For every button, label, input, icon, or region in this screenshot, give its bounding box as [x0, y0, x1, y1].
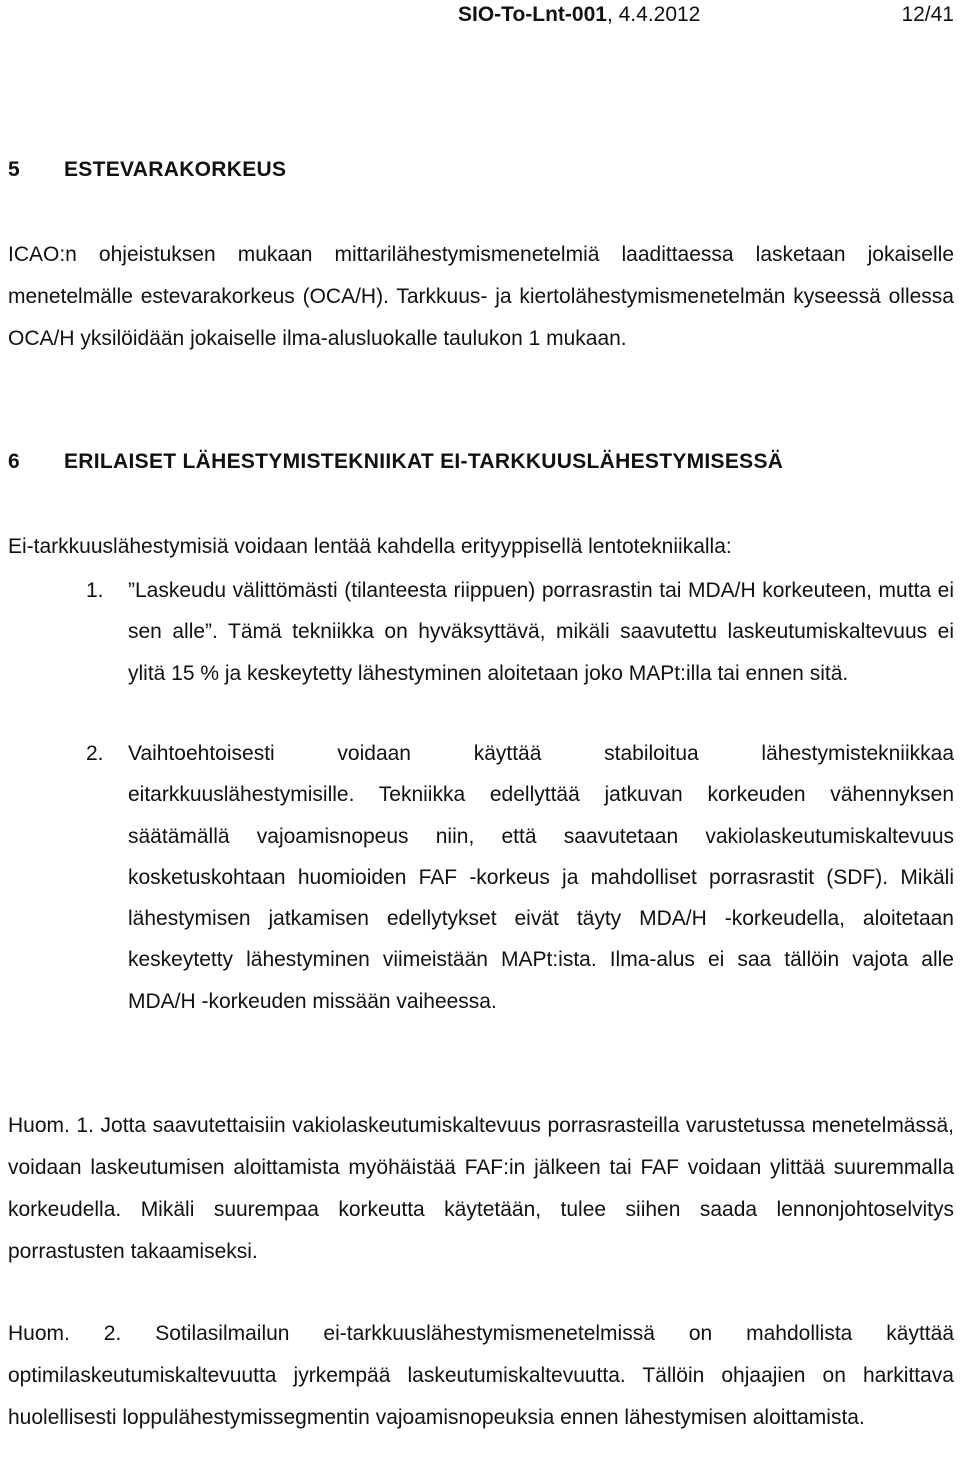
section-6-number: 6	[8, 450, 20, 473]
section-6-intro: Ei-tarkkuuslähestymisiä voidaan lentää kahdella erityyppisellä lentotekniikalla:	[8, 535, 732, 558]
list-item-2-text: Vaihtoehtoisesti voidaan käyttää stabiloitua lähestymistekniikkaa eitarkkuuslähestymisille. Tekniikka edellyttää jatkuvan korkeuden vähennyksen säätämällä vajoamisnopeus niin, että saavutetaan vakiolaskeutumiskaltevuus kosketuskohtaan huomioiden FAF -korkeus ja mahdolliset porrasrastit (SDF). Mikäli lähestymisen jatkamisen edellytykset eivät täyty MDA/H -korkeudella, aloitetaan keskeytetty lähestyminen viimeistään MAPt:ista. Ilma-alus ei saa tällöin vajota alle MDA/H -korkeuden missään vaiheessa.	[128, 742, 954, 1013]
document-id: SIO-To-Lnt-001	[458, 3, 607, 26]
list-marker-2: 2.	[86, 742, 104, 765]
section-6-heading	[8, 450, 783, 474]
list-item-1	[86, 570, 954, 694]
document-reference	[458, 2, 700, 28]
section-5-title: ESTEVARAKORKEUS	[64, 158, 287, 181]
note-2: Huom. 2. Sotilasilmailun ei-tarkkuuslähestymismenetelmissä on mahdollista käyttää optimilaskeutumiskaltevuutta jyrkempää laskeutumiskaltevuutta. Tällöin ohjaajien on harkittava huolellisesti loppulähestymissegmentin vajoamisnopeuksia ennen lähestymisen aloittamista.	[8, 1322, 954, 1429]
document-date: , 4.4.2012	[606, 3, 701, 26]
list-marker-1: 1.	[86, 579, 104, 602]
page-number: 12/41	[901, 3, 954, 26]
list-item-1-text: ”Laskeudu välittömästi (tilanteesta riippuen) porrasrastin tai MDA/H korkeuteen, mutta ei sen alle”. Tämä tekniikka on hyväksyttävä, mikäli saavutettu laskeutumiskaltevuus ei ylitä 15 % ja keskeytetty lähestyminen aloitetaan joko MAPt:illa tai ennen sitä.	[128, 579, 954, 685]
section-5-heading	[8, 158, 286, 182]
section-5-number: 5	[8, 158, 20, 181]
note-1: Huom. 1. Jotta saavutettaisiin vakiolaskeutumiskaltevuus porrasrasteilla varustetussa menetelmässä, voidaan laskeutumisen aloittamista myöhäistää FAF:in jälkeen tai FAF voidaan ylittää suuremmalla korkeudella. Mikäli suurempaa korkeutta käytetään, tulee siihen saada lennonjohtoselvitys porrastusten takaamiseksi.	[8, 1114, 954, 1263]
section-6-title: ERILAISET LÄHESTYMISTEKNIIKAT EI-TARKKUUSLÄHESTYMISESSÄ	[64, 450, 784, 473]
section-5-paragraph: ICAO:n ohjeistuksen mukaan mittarilähestymismenetelmiä laadittaessa lasketaan jokaiselle menetelmälle estevarakorkeus (OCA/H). Tarkkuus- ja kiertolähestymismenetelmän kyseessä ollessa OCA/H yksilöidään jokaiselle ilma-alusluokalle taulukon 1 mukaan.	[8, 243, 954, 350]
list-item-2	[86, 733, 954, 1022]
